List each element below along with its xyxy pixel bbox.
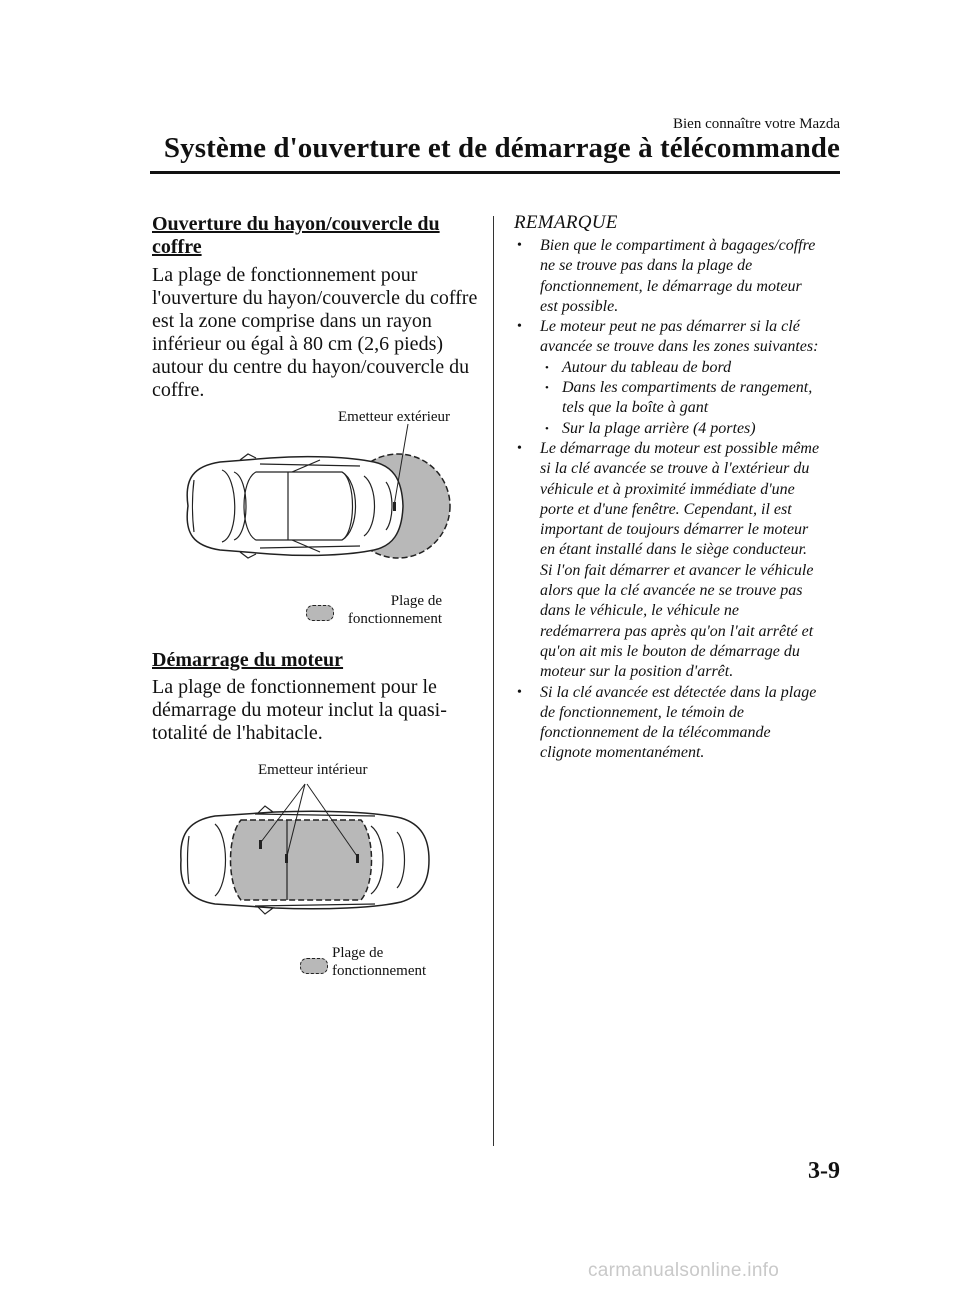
remarque-item-4: • Si la clé avancée est détectée dans la plage de fonctionnement, le témoin de fonctionnement de la télécommande clignote momentanément. <box>512 683 852 764</box>
remarque-item-1: • Bien que le compartiment à bagages/coffre ne se trouve pas dans la plage de fonctionnement, le démarrage du moteur est possible. <box>512 236 852 317</box>
fig2-label-emitter: Emetteur intérieur <box>258 762 368 778</box>
fig2-legend: Plage de fonctionnement <box>332 945 427 979</box>
page-title: Système d'ouverture et de démarrage à télécommande <box>163 132 840 164</box>
figure-car-exterior-range <box>160 420 460 570</box>
remarque-title: REMARQUE <box>514 212 618 233</box>
fig1-legend-swatch <box>306 605 334 621</box>
remarque-sublist <box>540 358 852 439</box>
section2-paragraph: La plage de fonctionnement pour le démarrage du moteur inclut la quasi- totalité de l'habitacle. <box>152 676 447 744</box>
remarque-item-3: • Le démarrage du moteur est possible même si la clé avancée se trouve à l'extérieur du véhicule et à proximité immédiate d'une porte et d'une fenêtre. Cependant, il est important de toujours démarrer le moteur en étant installé dans le siège conducteur. Si l'on fait démarrer et avancer le véhicule alors que la clé avancée ne se trouve pas dans le véhicule, le véhicule ne redémarrera pas après qu'on l'ait arrêté et qu'on ait mis le bouton de démarrage du moteur sur la position d'arrêt. <box>512 439 852 683</box>
remarque-subitem-3: • Sur la plage arrière (4 portes) <box>540 419 852 439</box>
fig2-legend-swatch <box>300 958 328 974</box>
header-section-label: Bien connaître votre Mazda <box>672 116 840 132</box>
page-number: 3-9 <box>808 1158 840 1184</box>
header-rule <box>150 171 840 174</box>
interior-range-zone <box>231 820 372 900</box>
remarque-subitem-1: • Autour du tableau de bord <box>540 358 852 378</box>
fig1-legend: Plage de fonctionnement <box>347 593 442 627</box>
section2-heading: Démarrage du moteur <box>152 649 344 671</box>
section1-heading: Ouverture du hayon/couvercle du coffre <box>152 213 440 258</box>
remarque-item-2: • Le moteur peut ne pas démarrer si la clé avancée se trouve dans les zones suivantes: • Autour du tableau de bord • Dans les compartiments de rangement, tels que la boîte à gant • Sur la plage arrière (4 portes) <box>512 317 852 439</box>
figure-car-interior-range <box>175 780 435 920</box>
fig1-label-emitter: Emetteur extérieur <box>338 409 451 425</box>
column-divider <box>493 216 494 1146</box>
watermark: carmanualsonline.info <box>588 1260 780 1281</box>
section1-paragraph: La plage de fonctionnement pour l'ouverture du hayon/couvercle du coffre est la zone comprise dans un rayon inférieur ou égal à 80 cm (2,6 pieds) autour du centre du hayon/couvercle du coffre. <box>152 264 478 401</box>
remarque-list <box>512 236 852 764</box>
remarque-subitem-2: • Dans les compartiments de rangement, tels que la boîte à gant <box>540 378 852 419</box>
